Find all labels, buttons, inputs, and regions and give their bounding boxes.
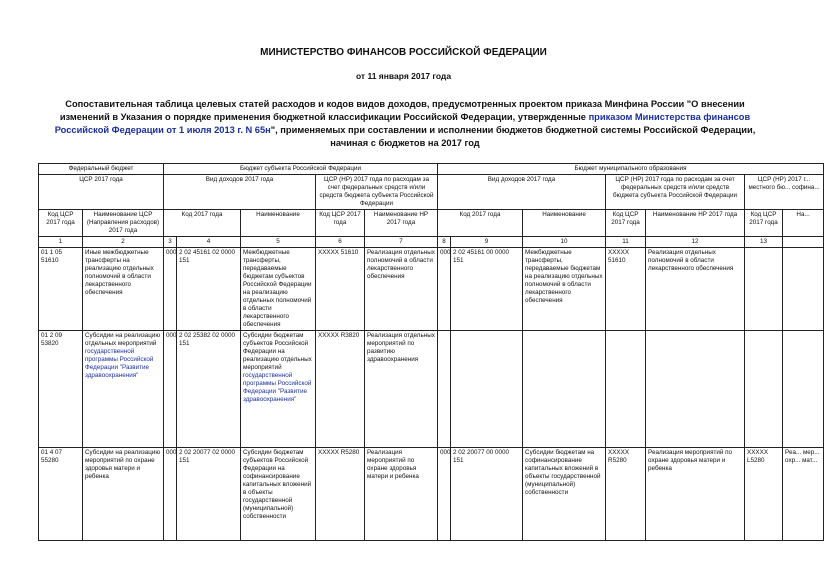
col-code-csr-m: Код ЦСР 2017 года	[606, 210, 646, 237]
cell-code-csr-l	[745, 248, 783, 331]
sub-csr-local: ЦСР (НР) 2017 г... местного бю... софина...	[745, 175, 824, 210]
col-number: 7	[365, 237, 438, 248]
table-row	[39, 248, 824, 331]
col-number: 8	[438, 237, 451, 248]
program-link[interactable]: государственной программы Российской Федерации "Развитие здравоохранения"	[85, 348, 154, 379]
group-subject: Бюджет субъекта Российской Федерации	[164, 164, 438, 175]
sub-csr-np-m: ЦСР (НР) 2017 года по расходам за счет федеральных средств и/или средств бюджета субъекта Российской Федерации	[606, 175, 745, 210]
sub-income2017: Вид доходов 2017 года	[164, 175, 316, 210]
document-date: от 11 января 2017 года	[355, 71, 452, 81]
cell-code-csr-np: XXXXX R3820	[316, 331, 365, 448]
cell-income-code: 2 02 45161 02 0000 151	[177, 248, 241, 331]
group-federal: Федеральный бюджет	[39, 164, 164, 175]
comparison-table-wrapper	[38, 163, 820, 571]
program-link[interactable]: государственной программы Российской Федерации "Развитие здравоохранения"	[243, 372, 312, 403]
cell-name-np-m	[646, 331, 745, 448]
cell-name-l: Реа... мер... охр... мат...	[783, 448, 824, 541]
sub-income2017-m: Вид доходов 2017 года	[438, 175, 606, 210]
col-number	[783, 237, 824, 248]
cell-code-csr-np-m: XXXXX 51610	[606, 248, 646, 331]
col-name: Наименование	[241, 210, 316, 237]
column-numbers-row	[39, 237, 824, 248]
cell-income-name: Межбюджетные трансферты, передаваемые бюджетам субъектов Российской Федерации на реализацию отдельных полномочий в области лекарственного обеспечения	[241, 248, 316, 331]
cell-income-code: 2 02 20077 02 0000 151	[177, 448, 241, 541]
cell-name-np-m: Реализация отдельных полномочий в области лекарственного обеспечения	[646, 248, 745, 331]
cell-income-code-m: 2 02 20077 00 0000 151	[451, 448, 523, 541]
cell-admin-code: 000	[164, 448, 177, 541]
cell-income-name-m: Субсидии бюджетам на софинансирование капитальных вложений в объекты государственной (муниципальной) собственности	[523, 448, 606, 541]
table-row	[39, 331, 824, 448]
cell-code-csr-np-m	[606, 331, 646, 448]
group-municipal: Бюджет муниципального образования	[438, 164, 824, 175]
col-number: 5	[241, 237, 316, 248]
col-number: 10	[523, 237, 606, 248]
col-code-csr2: Код ЦСР 2017 года	[316, 210, 365, 237]
table-header-subgroups	[39, 175, 824, 210]
cell-admin-code: 000	[164, 331, 177, 448]
sub-csr2017: ЦСР 2017 года	[39, 175, 164, 210]
col-code-csr: Код ЦСР 2017 года	[39, 210, 83, 237]
ministry-title: МИНИСТЕРСТВО ФИНАНСОВ РОССИЙСКОЙ ФЕДЕРАЦИИ	[260, 47, 547, 58]
cell-name-np: Реализация мероприятий по охране здоровья матери и ребенка	[365, 448, 438, 541]
cell-income-name-m	[523, 331, 606, 448]
cell-name-csr-text: Субсидии на реализацию отдельных мероприятий	[85, 332, 161, 347]
cell-income-name: Субсидии бюджетам субъектов Российской Федерации на софинансирование капитальных вложений в объекты государственной (муниципальной) собственности	[241, 448, 316, 541]
cell-name-np-m: Реализация мероприятий по охране здоровья матери и ребенка	[646, 448, 745, 541]
col-number: 3	[164, 237, 177, 248]
col-number: 4	[177, 237, 241, 248]
table-header-groups	[39, 164, 824, 175]
cell-name-np: Реализация отдельных мероприятий по развитию здравоохранения	[365, 331, 438, 448]
cell-income-code: 2 02 25382 02 0000 151	[177, 331, 241, 448]
cell-code-csr-np: XXXXX 51610	[316, 248, 365, 331]
cell-name-np: Реализация отдельных полномочий в области лекарственного обеспечения	[365, 248, 438, 331]
cell-code-csr: 01 2 09 53820	[39, 331, 83, 448]
cell-name-l	[783, 248, 824, 331]
col-code2017: Код 2017 года	[164, 210, 241, 237]
col-number: 13	[745, 237, 783, 248]
cell-admin-code-m: 000	[438, 448, 451, 541]
col-code2017-m: Код 2017 года	[438, 210, 523, 237]
intro-text-2: ", применяемых при составлении и исполнении бюджетов бюджетной системы Российской Федерации, начиная с бюджетов на 2017 год	[270, 125, 756, 148]
table-row	[39, 448, 824, 541]
cell-income-name-text: Субсидии бюджетам субъектов Российской Федерации на реализацию отдельных мероприятий	[243, 332, 312, 371]
col-name-m: Наименование	[523, 210, 606, 237]
col-number: 1	[39, 237, 83, 248]
cell-income-name-m: Межбюджетные трансферты, передаваемые бюджетам на реализацию отдельных полномочий в области лекарственного обеспечения	[523, 248, 606, 331]
col-name-l: На...	[783, 210, 824, 237]
col-number: 2	[83, 237, 164, 248]
cell-admin-code: 000	[164, 248, 177, 331]
order-link[interactable]: приказом Министерства финансов Российской Федерации от 1 июля 2013 г. N 65н	[54, 112, 751, 135]
cell-code-csr-np: XXXXX R5280	[316, 448, 365, 541]
cell-code-csr-l	[745, 331, 783, 448]
col-name-np: Наименование НР 2017 года	[365, 210, 438, 237]
document-intro	[40, 98, 770, 150]
cell-name-csr: Иные межбюджетные трансферты на реализацию отдельных полномочий в области лекарственного обеспечения	[83, 248, 164, 331]
cell-name-l	[783, 331, 824, 448]
cell-income-name	[241, 331, 316, 448]
col-number: 6	[316, 237, 365, 248]
cell-admin-code-m: 000	[438, 248, 451, 331]
cell-income-code-m	[451, 331, 523, 448]
col-number: 9	[451, 237, 523, 248]
col-code-csr-l: Код ЦСР 2017 года	[745, 210, 783, 237]
cell-admin-code-m	[438, 331, 451, 448]
comparison-table	[38, 163, 824, 541]
table-header-columns	[39, 210, 824, 237]
cell-code-csr: 01 4 07 55280	[39, 448, 83, 541]
col-name-csr: Наименование ЦСР (Направления расходов) 2017 года	[83, 210, 164, 237]
cell-code-csr-l: XXXXX L5280	[745, 448, 783, 541]
cell-code-csr-np-m: XXXXX R5280	[606, 448, 646, 541]
sub-csr-np: ЦСР (НР) 2017 года по расходам за счет федеральных средств и/или средств бюджета субъекта Российской Федерации	[316, 175, 438, 210]
cell-income-code-m: 2 02 45161 00 0000 151	[451, 248, 523, 331]
col-name-np-m: Наименование НР 2017 года	[646, 210, 745, 237]
intro-text-1: Сопоставительная таблица целевых статей расходов и кодов видов доходов, предусмотренных проектом приказа Минфина России "О внесении изменений в Указания о порядке применения бюджетной классификации Российской Федерации, утвержденные	[59, 99, 745, 122]
col-number: 12	[646, 237, 745, 248]
cell-name-csr	[83, 331, 164, 448]
col-number: 11	[606, 237, 646, 248]
cell-code-csr: 01 1 05 51610	[39, 248, 83, 331]
cell-name-csr: Субсидии на реализацию мероприятий по охране здоровья матери и ребенка	[83, 448, 164, 541]
